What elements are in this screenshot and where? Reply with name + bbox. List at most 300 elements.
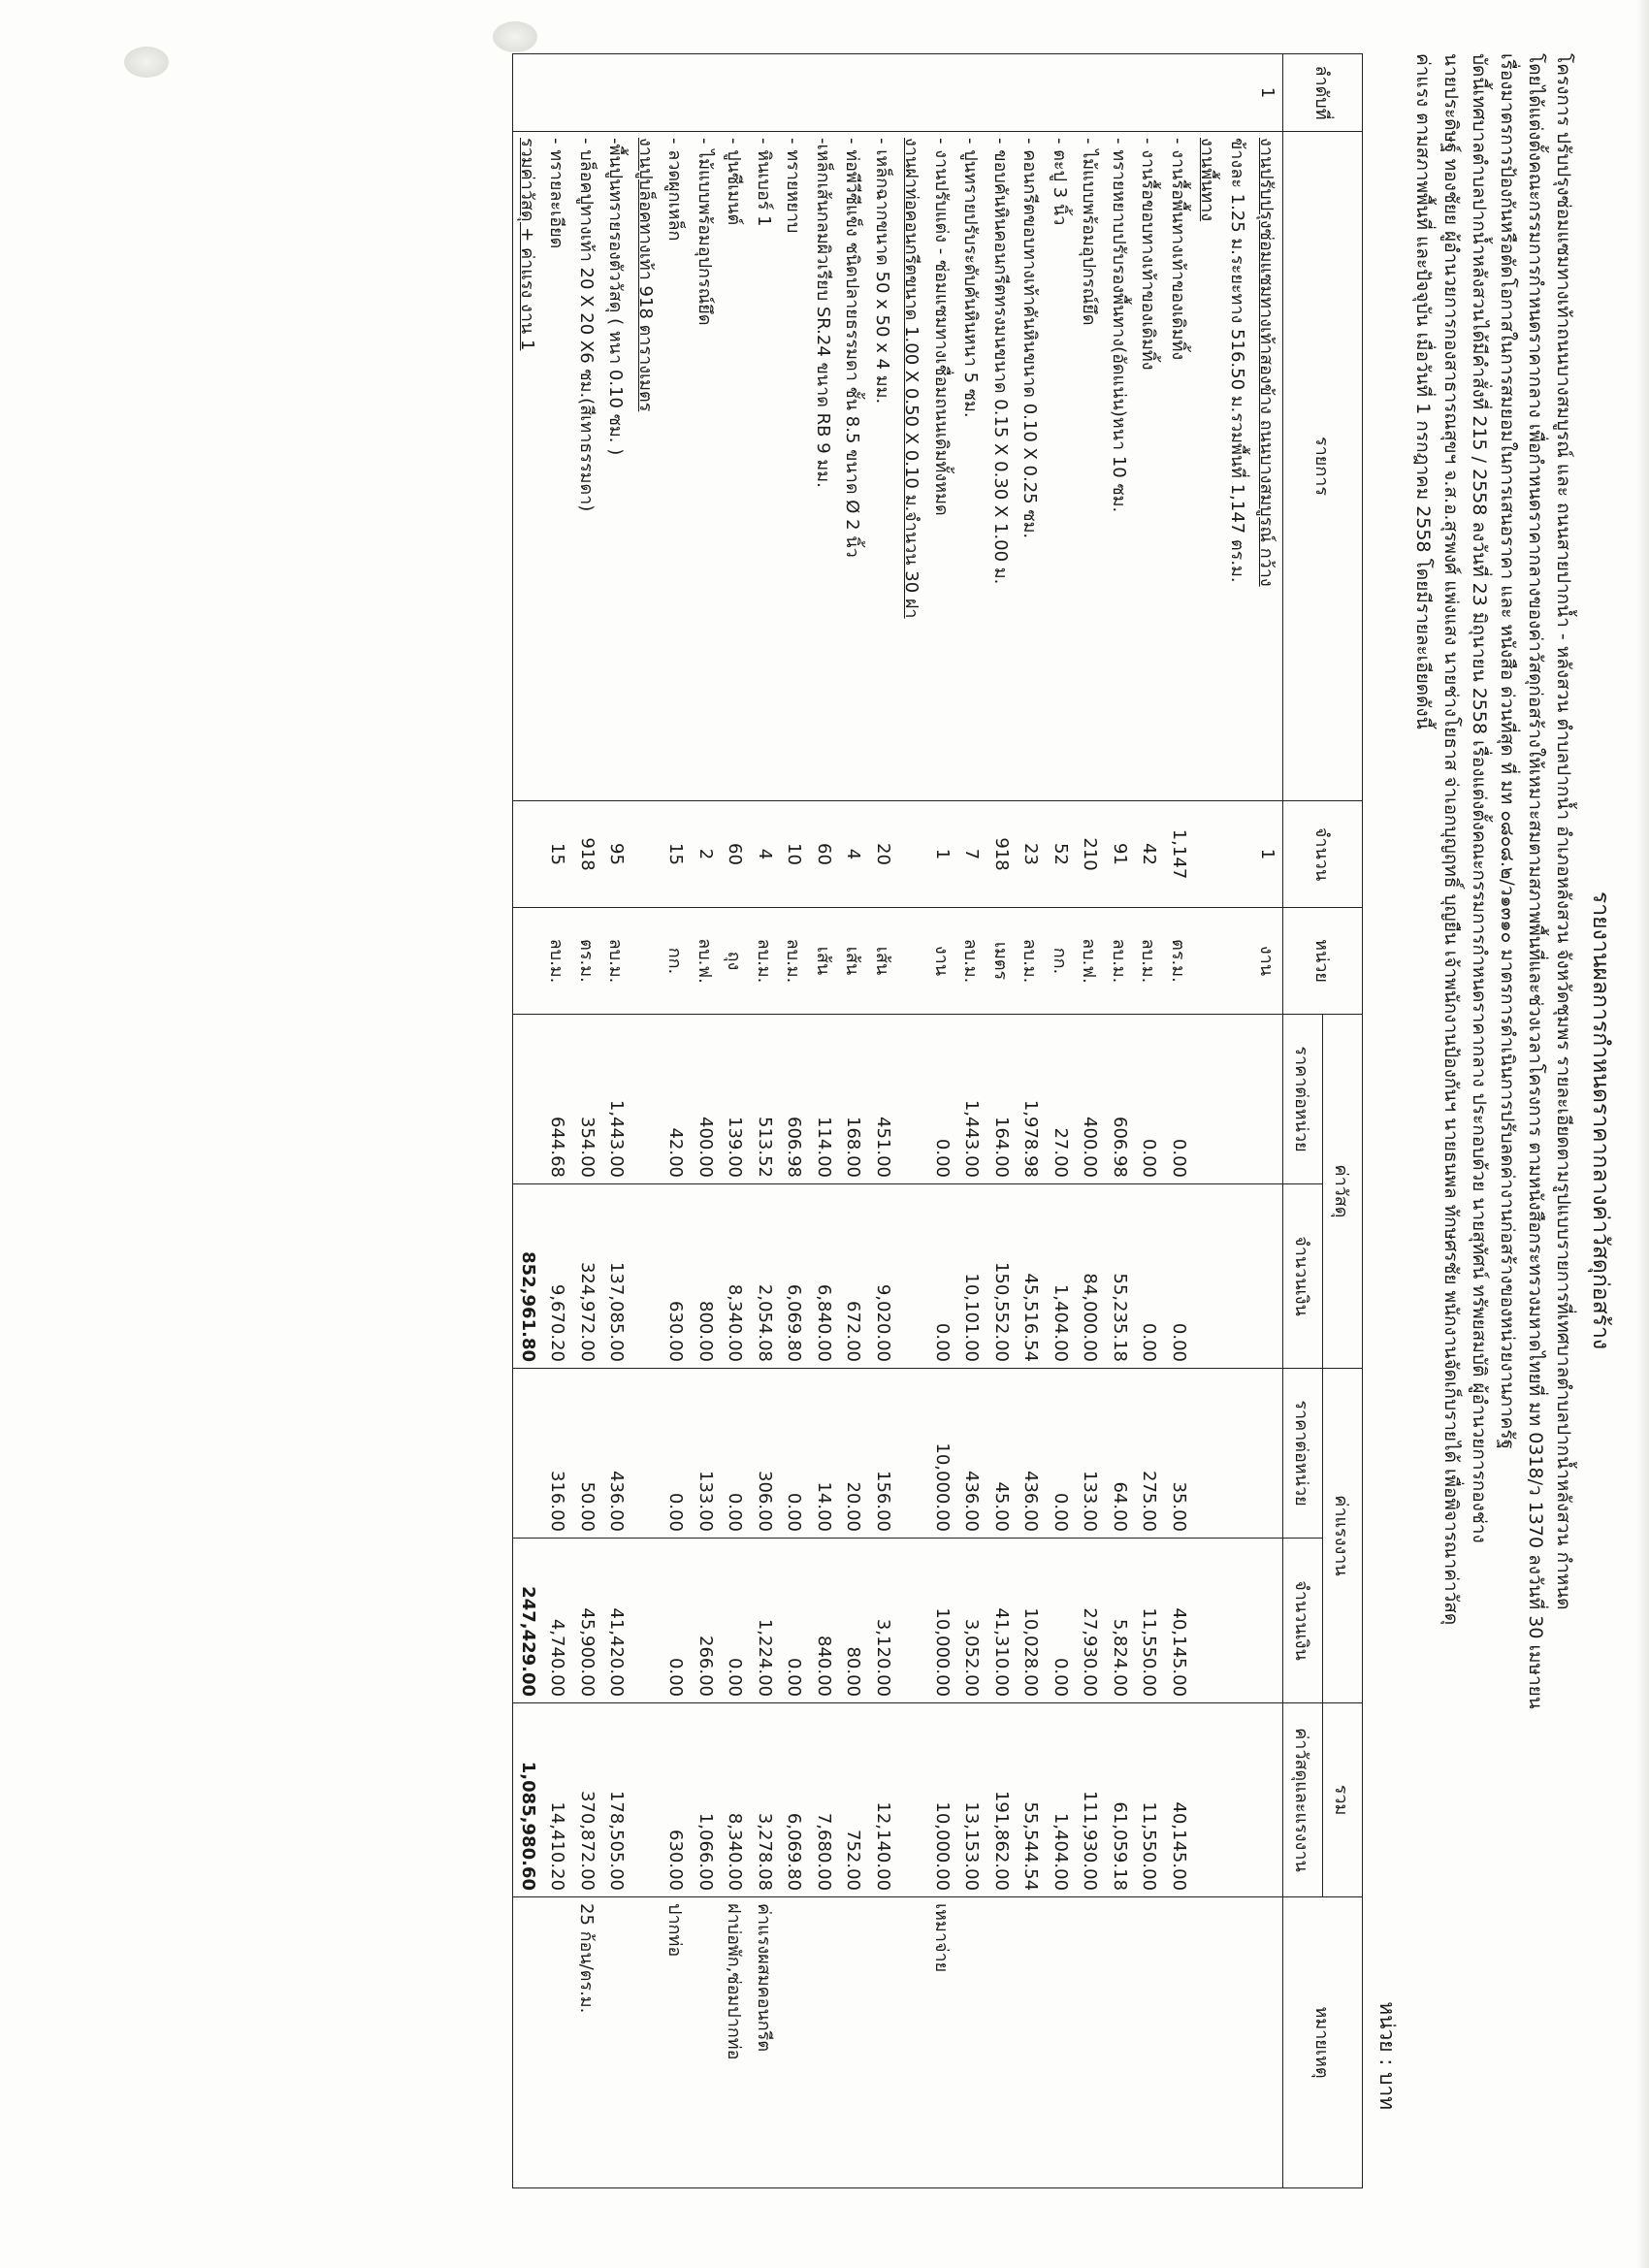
table-row — [691, 54, 721, 2188]
cell-m-price: 606.98 — [780, 1015, 810, 1184]
cell-item: - ขอบคันหินคอนกรีตทรงมนขนาด 0.15 X 0.30 X 1.00 ม. — [986, 132, 1017, 801]
cell-unit: ลบ.ฟ. — [691, 908, 721, 1015]
cell-qty: 7 — [957, 801, 987, 908]
cell-m-price: 0.00 — [1135, 1015, 1165, 1184]
cell-item: - ตะปู 3 นิ้ว — [1046, 132, 1076, 801]
cell-remark — [809, 1897, 839, 2188]
description-line: นายประดิษฐ์ ทองชัยย ผู้อำนวยการกองสาธารณสุขฯ จ.ส.อ.สุรพงศ์ แพ่งแสง นายช่างโยธาส จ่าเอกบุญฤทธิ์ บุญยืน เจ้าพนักงานป้องกันฯ นายธนพล ทักษศรชัย พนักงานจัดเก็บรายได้ เพื่อพิจารณาค่าวัสดุ — [1440, 53, 1462, 1626]
document-content — [512, 53, 1618, 2187]
cell-unit: ลบ.ม. — [1135, 908, 1165, 1015]
cell-m-price: 451.00 — [868, 1015, 898, 1184]
table-row — [1253, 54, 1283, 2188]
description-line: โครงการ ปรับปรุงซ่อมแซมทางเท้าถนนบางสมบูรณ์ และ ถนนสายปากน้ำ - หลังสวน ตำบลปากน้ำ อำเภอหลังสวน จังหวัดชุมพร รายละเอียดตามรูปแบบรายการที่เทศบาลตำบลปากน้ำหลังสวน กำหนด — [1553, 53, 1574, 1610]
cell-item: - ลวดผูกเหล็ก — [662, 132, 692, 801]
cell-m-amount: 9,670.20 — [543, 1184, 573, 1369]
cell-no — [691, 54, 721, 132]
cell-m-amount: 55,235.18 — [1105, 1184, 1135, 1369]
cell-l-amount: 4,740.00 — [543, 1539, 573, 1703]
cell-m-amount: 0.00 — [1135, 1184, 1165, 1369]
cell-total: 7,680.00 — [809, 1703, 839, 1897]
cell-l-price: 436.00 — [1017, 1369, 1047, 1539]
cell-no — [513, 54, 543, 132]
cell-l-amount: 41,420.00 — [602, 1539, 632, 1703]
cell-qty: 2 — [691, 801, 721, 908]
cell-m-amount: 672.00 — [839, 1184, 869, 1369]
cell-m-price — [1253, 1015, 1283, 1184]
cell-remark: 25 ก้อน/ตร.ม. — [572, 1897, 602, 2188]
table-row — [572, 54, 602, 2188]
cell-qty: 4 — [839, 801, 869, 908]
cell-m-amount: 1,404.00 — [1046, 1184, 1076, 1369]
cell-no — [1076, 54, 1106, 132]
cell-l-amount — [1223, 1539, 1253, 1703]
table-row — [927, 54, 957, 2188]
cell-l-price: 0.00 — [721, 1369, 751, 1539]
cell-remark — [1046, 1897, 1076, 2188]
table-body — [513, 54, 1283, 2188]
table-row — [868, 54, 898, 2188]
cell-unit: ลบ.ม. — [1017, 908, 1047, 1015]
cell-m-amount: 6,840.00 — [809, 1184, 839, 1369]
cell-m-amount: 9,020.00 — [868, 1184, 898, 1369]
cell-m-amount — [898, 1184, 928, 1369]
cell-total: 1,085,980.60 — [513, 1703, 543, 1897]
cell-l-amount: 5,824.00 — [1105, 1539, 1135, 1703]
cell-total: 191,862.00 — [986, 1703, 1017, 1897]
cell-m-amount: 630.00 — [662, 1184, 692, 1369]
cell-l-price: 133.00 — [691, 1369, 721, 1539]
cell-l-amount: 0.00 — [1046, 1539, 1076, 1703]
cell-total — [1194, 1703, 1224, 1897]
cell-remark — [780, 1897, 810, 2188]
cell-total: 6,069.80 — [780, 1703, 810, 1897]
cell-total: 61,059.18 — [1105, 1703, 1135, 1897]
cell-item: ข้างละ 1.25 ม.ระยะทาง 516.50 ม.รวมพื้นที่ 1,147 ตร.ม. — [1223, 132, 1253, 801]
cell-unit — [631, 908, 662, 1015]
cell-unit: กก. — [662, 908, 692, 1015]
cell-unit: เส้น — [809, 908, 839, 1015]
cell-item: - ปูนทรายปรับระดับคันหินหนา 5 ซม. — [957, 132, 987, 801]
cell-m-price: 1,443.00 — [602, 1015, 632, 1184]
cell-remark — [631, 1897, 662, 2188]
cell-l-amount: 80.00 — [839, 1539, 869, 1703]
cell-remark — [1164, 1897, 1194, 2188]
cell-remark — [1105, 1897, 1135, 2188]
cell-qty: 918 — [986, 801, 1017, 908]
cell-m-price: 0.00 — [1164, 1015, 1194, 1184]
cell-m-price: 27.00 — [1046, 1015, 1076, 1184]
cell-total: 111,930.00 — [1076, 1703, 1106, 1897]
cell-l-amount: 10,028.00 — [1017, 1539, 1047, 1703]
cell-unit: งาน — [1253, 908, 1283, 1015]
cell-l-amount: 3,120.00 — [868, 1539, 898, 1703]
cell-m-price: 606.98 — [1105, 1015, 1135, 1184]
cell-l-price: 436.00 — [957, 1369, 987, 1539]
cell-total: 14,410.20 — [543, 1703, 573, 1897]
cell-l-amount: 0.00 — [662, 1539, 692, 1703]
cell-qty: 10 — [780, 801, 810, 908]
cell-qty: 1,147 — [1164, 801, 1194, 908]
cell-qty — [513, 801, 543, 908]
cell-l-amount: 27,930.00 — [1076, 1539, 1106, 1703]
cell-item: - บล็อคปูทางเท้า 20 X 20 X6 ซม.(สีเทาธรรมดา) — [572, 132, 602, 801]
cell-item: - ไม้แบบพร้อมอุปกรณ์ยึด — [1076, 132, 1106, 801]
header-item: รายการ — [1283, 132, 1363, 801]
cell-total: 11,550.00 — [1135, 1703, 1165, 1897]
cell-m-price: 400.00 — [1076, 1015, 1106, 1184]
cell-remark — [602, 1897, 632, 2188]
cell-m-price: 114.00 — [809, 1015, 839, 1184]
cell-l-amount — [1194, 1539, 1224, 1703]
unit-label: หน่วย : บาท — [1375, 2001, 1399, 2110]
cell-l-price: 45.00 — [986, 1369, 1017, 1539]
cell-l-price: 20.00 — [839, 1369, 869, 1539]
table-row — [1076, 54, 1106, 2188]
table-header — [1283, 54, 1363, 2188]
cell-unit: เส้น — [868, 908, 898, 1015]
cell-m-price: 513.52 — [750, 1015, 780, 1184]
header-no: ลำดับที่ — [1283, 54, 1363, 132]
document-description — [1408, 53, 1577, 2187]
cell-qty: 210 — [1076, 801, 1106, 908]
cell-remark — [1135, 1897, 1165, 2188]
cell-l-price: 306.00 — [750, 1369, 780, 1539]
cell-unit: ลบ.ม. — [957, 908, 987, 1015]
cell-l-amount: 11,550.00 — [1135, 1539, 1165, 1703]
cell-no — [572, 54, 602, 132]
cell-m-price: 400.00 — [691, 1015, 721, 1184]
cell-no — [1194, 54, 1224, 132]
cell-item: - ทรายหยาบปรับรองพื้นทาง(อัดแน่น)หนา 10 ซม. — [1105, 132, 1135, 801]
cell-qty: 918 — [572, 801, 602, 908]
cell-l-amount — [631, 1539, 662, 1703]
cell-qty — [1194, 801, 1224, 908]
cell-item: งานฝาท่อคอนกรีตขนาด 1.00 X 0.50 X 0.10 ม.จำนวน 30 ฝา — [898, 132, 928, 801]
cell-m-price: 354.00 — [572, 1015, 602, 1184]
cell-m-amount: 0.00 — [1164, 1184, 1194, 1369]
cell-no — [602, 54, 632, 132]
cell-total: 13,153.00 — [957, 1703, 987, 1897]
table-row — [1164, 54, 1194, 2188]
cell-item: -เหล็กเส้นกลมผิวเรียบ SR.24 ขนาด RB 9 มม. — [809, 132, 839, 801]
cell-m-price: 139.00 — [721, 1015, 751, 1184]
cell-unit: กก. — [1046, 908, 1076, 1015]
cell-m-amount: 137,085.00 — [602, 1184, 632, 1369]
cell-total — [898, 1703, 928, 1897]
cell-item: - งานรื้อขอบทางเท้าของเดิมทิ้ง — [1135, 132, 1165, 801]
description-line: บัดนี้เทศบาลตำบลปากน้ำหลังสวนได้มีคำสั่งที่ 215 / 2558 ลงวันที่ 23 มิถุนายน 2558 เรื่องแต่งตั้งคณะกรรมการกำหนดราคากลาง ประกอบด้วย นายสุทัศน์ ทรัพยสมบัติ ผู้อำนวยการกองช่าง — [1469, 53, 1490, 1543]
cell-l-price: 316.00 — [543, 1369, 573, 1539]
cell-l-amount: 247,429.00 — [513, 1539, 543, 1703]
cell-item: - หินเบอร์ 1 — [750, 132, 780, 801]
cell-remark — [986, 1897, 1017, 2188]
cell-m-amount: 324,972.00 — [572, 1184, 602, 1369]
header-materials: ค่าวัสดุ — [1323, 1015, 1363, 1369]
cell-total — [631, 1703, 662, 1897]
cell-m-price: 164.00 — [986, 1015, 1017, 1184]
cell-unit: ถุง — [721, 908, 751, 1015]
cell-unit: ลบ.ม. — [750, 908, 780, 1015]
cell-qty — [898, 801, 928, 908]
cell-unit: เส้น — [839, 908, 869, 1015]
cell-qty: 60 — [721, 801, 751, 908]
table-row — [721, 54, 751, 2188]
cell-m-amount — [631, 1184, 662, 1369]
cell-remark — [691, 1897, 721, 2188]
cell-m-amount: 2,054.08 — [750, 1184, 780, 1369]
cell-item: งานปูบล็อคทางเท้า 918 ตารางเมตร — [631, 132, 662, 801]
table-row — [543, 54, 573, 2188]
cell-no — [631, 54, 662, 132]
cell-unit — [898, 908, 928, 1015]
cell-no — [750, 54, 780, 132]
cell-l-price — [1223, 1369, 1253, 1539]
table-row — [898, 54, 928, 2188]
description-line: ค่าแรง ตามสภาพพื้นที่ และปัจจุบัน เมื่อวันที่ 1 กรกฎาคม 2558 โดยมีรายละเอียดดังนี้ — [1412, 53, 1434, 729]
table-row — [1105, 54, 1135, 2188]
cell-no — [1223, 54, 1253, 132]
cell-m-price: 42.00 — [662, 1015, 692, 1184]
cell-remark: ค่าแรงผสมคอนกรีต — [750, 1897, 780, 2188]
cell-total: 370,872.00 — [572, 1703, 602, 1897]
cell-l-price — [631, 1369, 662, 1539]
cell-l-amount: 0.00 — [780, 1539, 810, 1703]
cell-l-price: 133.00 — [1076, 1369, 1106, 1539]
cell-m-amount: 10,101.00 — [957, 1184, 987, 1369]
table-row — [662, 54, 692, 2188]
cell-qty — [1223, 801, 1253, 908]
header-total-sub: ค่าวัสดุและแรงงาน — [1283, 1703, 1323, 1897]
cell-l-amount — [1253, 1539, 1283, 1703]
cell-total — [1223, 1703, 1253, 1897]
cell-m-price: 0.00 — [927, 1015, 957, 1184]
cell-no — [868, 54, 898, 132]
header-labor-amount: จำนวนเงิน — [1283, 1539, 1323, 1703]
cell-qty: 1 — [927, 801, 957, 908]
cell-m-amount — [1223, 1184, 1253, 1369]
cell-m-price: 1,978.98 — [1017, 1015, 1047, 1184]
header-total: รวม — [1323, 1703, 1363, 1897]
description-line: โดยได้แต่งตั้งคณะกรรมการกำหนดราคากลาง เพื่อกำหนดราคากลางของค่าวัสดุก่อสร้างให้เหมาะสมตามสภาพพื้นที่และช่วงเวลาโครงการ ตามหนังสือกระทรวงมหาดไทยที่ มท 0318/ว 1370 ลงวันที่ 30 เมษายน — [1525, 53, 1546, 1709]
cell-no: 1 — [1253, 54, 1283, 132]
cell-l-price — [513, 1369, 543, 1539]
table-row — [839, 54, 869, 2188]
cell-item: - ไม้แบบพร้อมอุปกรณ์ยึด — [691, 132, 721, 801]
cell-item: - งานปรับแต่ง - ซ่อมแซมทางเชื่อมถนนเดิมทั้งหมด — [927, 132, 957, 801]
cell-no — [898, 54, 928, 132]
cell-unit: ตร.ม. — [572, 908, 602, 1015]
cell-remark — [957, 1897, 987, 2188]
cell-qty: 95 — [602, 801, 632, 908]
cell-unit: ลบ.ม. — [602, 908, 632, 1015]
cell-no — [721, 54, 751, 132]
cell-l-amount: 1,224.00 — [750, 1539, 780, 1703]
header-unit: หน่วย — [1283, 908, 1363, 1015]
cell-remark: ปากท่อ — [662, 1897, 692, 2188]
header-material-amount: จำนวนเงิน — [1283, 1184, 1323, 1369]
table-row — [1194, 54, 1224, 2188]
cell-l-amount — [898, 1539, 928, 1703]
cell-m-amount: 852,961.80 — [513, 1184, 543, 1369]
cell-total: 752.00 — [839, 1703, 869, 1897]
cell-m-amount: 8,340.00 — [721, 1184, 751, 1369]
cell-l-price — [898, 1369, 928, 1539]
table-row — [780, 54, 810, 2188]
cell-unit: ลบ.ฟ. — [1076, 908, 1106, 1015]
cell-no — [1046, 54, 1076, 132]
cell-l-amount: 40,145.00 — [1164, 1539, 1194, 1703]
cell-m-amount: 150,552.00 — [986, 1184, 1017, 1369]
cell-unit — [1194, 908, 1224, 1015]
cell-qty: 52 — [1046, 801, 1076, 908]
cell-item: - ทรายละเอียด — [543, 132, 573, 801]
cell-item: -พื้นปูนทรายรองตัววัสดุ ( หนา 0.10 ซม. ) — [602, 132, 632, 801]
cell-m-amount — [1253, 1184, 1283, 1369]
document-title: รายงานผลการกำหนดราคากลางค่าวัสดุก่อสร้าง — [1588, 891, 1613, 1350]
table-row — [513, 54, 543, 2188]
table-row — [1135, 54, 1165, 2188]
cell-total: 630.00 — [662, 1703, 692, 1897]
table-row — [809, 54, 839, 2188]
cell-m-price: 644.68 — [543, 1015, 573, 1184]
cell-remark — [1223, 1897, 1253, 2188]
cell-qty: 20 — [868, 801, 898, 908]
cell-no — [780, 54, 810, 132]
cell-unit — [513, 908, 543, 1015]
cell-total: 12,140.00 — [868, 1703, 898, 1897]
header-remark: หมายเหตุ — [1283, 1897, 1363, 2188]
cell-l-price: 35.00 — [1164, 1369, 1194, 1539]
cell-remark — [1017, 1897, 1047, 2188]
cell-unit — [1223, 908, 1253, 1015]
cell-l-amount: 45,900.00 — [572, 1539, 602, 1703]
cell-item: - งานรื้อพื้นทางเท้าของเดิมทิ้ง — [1164, 132, 1194, 801]
cell-qty: 23 — [1017, 801, 1047, 908]
cell-qty: 4 — [750, 801, 780, 908]
cell-m-price — [513, 1015, 543, 1184]
cell-qty: 60 — [809, 801, 839, 908]
cell-m-amount: 45,516.54 — [1017, 1184, 1047, 1369]
cell-remark — [1194, 1897, 1224, 2188]
table-row — [986, 54, 1017, 2188]
cell-item: - ปูนซีเมนต์ — [721, 132, 751, 801]
table-row — [1017, 54, 1047, 2188]
cell-total: 3,278.08 — [750, 1703, 780, 1897]
cell-no — [809, 54, 839, 132]
cell-total: 55,544.54 — [1017, 1703, 1047, 1897]
cell-no — [543, 54, 573, 132]
cell-m-price — [898, 1015, 928, 1184]
cell-item: งานปรับปรุงซ่อมแซมทางเท้าสองข้าง ถนนบางสมบูรณ์ กว้าง — [1253, 132, 1283, 801]
cell-total — [1253, 1703, 1283, 1897]
cell-no — [839, 54, 869, 132]
cell-no — [927, 54, 957, 132]
cell-l-amount: 840.00 — [809, 1539, 839, 1703]
cell-m-price — [1223, 1015, 1253, 1184]
header-labor-unit-price: ราคาต่อหน่วย — [1283, 1369, 1323, 1539]
table-row — [602, 54, 632, 2188]
cell-qty: 15 — [662, 801, 692, 908]
cell-total: 10,000.00 — [927, 1703, 957, 1897]
table-row — [957, 54, 987, 2188]
cell-m-amount: 800.00 — [691, 1184, 721, 1369]
cell-no — [662, 54, 692, 132]
price-table — [512, 53, 1363, 2188]
cell-l-price: 436.00 — [602, 1369, 632, 1539]
description-line: เรื่องมาตรการป้องกันหรือตัดโอกาสในการสมยอมในการเสนอราคา และ หนังสือ ด่วนที่สุด ที่ มท ๐๘๐๘.๒/ว๑๓๑๐ มาตรการดำเนินการปรับลดค่างานก่อสร้างของหน่วยงานภาครัฐ — [1497, 53, 1518, 1449]
cell-no — [1164, 54, 1194, 132]
cell-no — [1135, 54, 1165, 132]
cell-qty: 42 — [1135, 801, 1165, 908]
header-qty: จำนวน — [1283, 801, 1363, 908]
cell-m-amount: 6,069.80 — [780, 1184, 810, 1369]
cell-unit: ลบ.ม. — [780, 908, 810, 1015]
cell-remark — [513, 1897, 543, 2188]
cell-unit: ลบ.ม. — [1105, 908, 1135, 1015]
cell-l-amount: 41,310.00 — [986, 1539, 1017, 1703]
cell-m-amount: 84,000.00 — [1076, 1184, 1106, 1369]
cell-remark — [1076, 1897, 1106, 2188]
cell-l-price: 50.00 — [572, 1369, 602, 1539]
cell-total: 40,145.00 — [1164, 1703, 1194, 1897]
cell-l-price: 10,000.00 — [927, 1369, 957, 1539]
table-row — [1223, 54, 1253, 2188]
cell-l-price: 275.00 — [1135, 1369, 1165, 1539]
cell-qty: 1 — [1253, 801, 1283, 908]
cell-unit: ตร.ม. — [1164, 908, 1194, 1015]
cell-total: 1,066.00 — [691, 1703, 721, 1897]
cell-m-amount — [1194, 1184, 1224, 1369]
cell-total: 8,340.00 — [721, 1703, 751, 1897]
cell-unit: เมตร — [986, 908, 1017, 1015]
cell-item: - ทรายหยาบ — [780, 132, 810, 801]
cell-m-price: 1,443.00 — [957, 1015, 987, 1184]
cell-remark — [839, 1897, 869, 2188]
cell-qty: 15 — [543, 801, 573, 908]
cell-no — [1105, 54, 1135, 132]
cell-remark — [1253, 1897, 1283, 2188]
cell-l-price: 0.00 — [780, 1369, 810, 1539]
cell-l-price: 14.00 — [809, 1369, 839, 1539]
cell-no — [1017, 54, 1047, 132]
cell-l-price: 156.00 — [868, 1369, 898, 1539]
cell-unit: งาน — [927, 908, 957, 1015]
header-material-unit-price: ราคาต่อหน่วย — [1283, 1015, 1323, 1184]
cell-m-price — [1194, 1015, 1224, 1184]
cell-l-price — [1194, 1369, 1224, 1539]
cell-l-price — [1253, 1369, 1283, 1539]
cell-remark — [898, 1897, 928, 2188]
cell-qty: 91 — [1105, 801, 1135, 908]
cell-item: - คอนกรีตขอบทางเท้าคันหินขนาด 0.10 X 0.25 ซม. — [1017, 132, 1047, 801]
cell-l-amount: 0.00 — [721, 1539, 751, 1703]
cell-qty — [631, 801, 662, 908]
cell-l-amount: 3,052.00 — [957, 1539, 987, 1703]
header-labor: ค่าแรงงาน — [1323, 1369, 1363, 1703]
table-row — [750, 54, 780, 2188]
cell-l-price: 0.00 — [1046, 1369, 1076, 1539]
cell-no — [986, 54, 1017, 132]
cell-item: - เหล็กฉากขนาด 50 x 50 x 4 มม. — [868, 132, 898, 801]
cell-remark — [543, 1897, 573, 2188]
cell-unit: ลบ.ม. — [543, 908, 573, 1015]
cell-item: รวมค่าวัสดุ + ค่าแรง งาน 1 — [513, 132, 543, 801]
cell-l-price: 0.00 — [662, 1369, 692, 1539]
cell-m-price: 168.00 — [839, 1015, 869, 1184]
cell-m-price — [631, 1015, 662, 1184]
cell-remark: เหมาจ่าย — [927, 1897, 957, 2188]
table-row — [1046, 54, 1076, 2188]
